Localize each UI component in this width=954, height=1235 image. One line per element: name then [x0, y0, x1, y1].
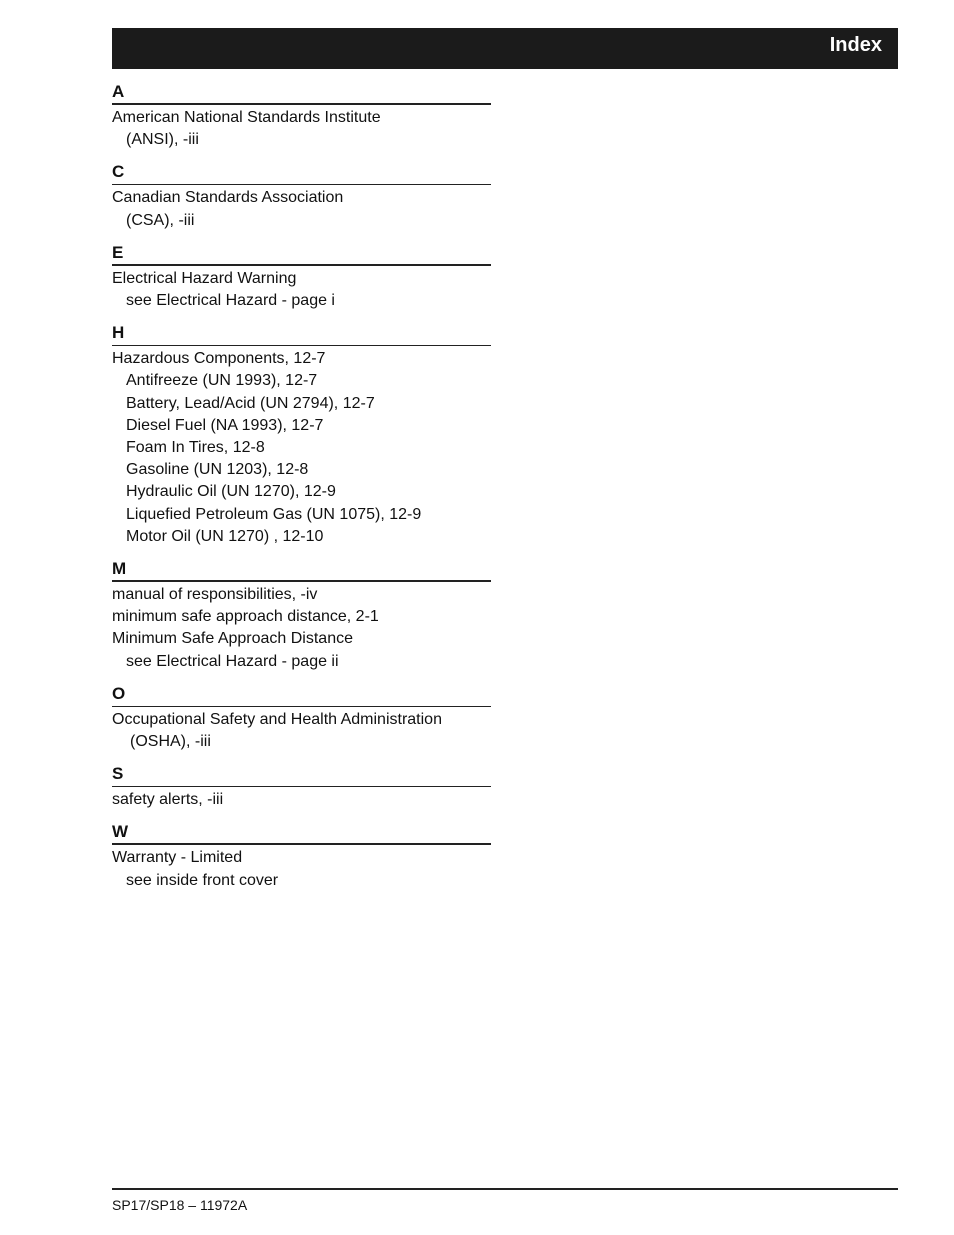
section-letter: W: [112, 822, 491, 845]
index-entry: Canadian Standards Association: [112, 189, 344, 207]
index-subentry: (CSA), -iii: [126, 211, 195, 229]
index-entry: American National Standards Institute: [112, 109, 381, 126]
index-subentry: Liquefied Petroleum Gas (UN 1075), 12-9: [126, 505, 422, 523]
footer-divider: [112, 1188, 898, 1190]
index-section-w: [112, 822, 491, 891]
section-letter: A: [112, 82, 491, 105]
index-subentry: Hydraulic Oil (UN 1270), 12-9: [126, 483, 336, 501]
index-entry: Occupational Safety and Health Administration: [112, 710, 442, 728]
section-letter: S: [112, 764, 491, 787]
index-entry: manual of responsibilities, -iv: [112, 586, 318, 604]
index-entry: Electrical Hazard Warning: [112, 269, 297, 287]
index-section-c: [112, 162, 491, 231]
index-column: [112, 82, 491, 903]
index-section-o: [112, 684, 491, 753]
index-header-bar: [112, 28, 898, 69]
index-entry: Minimum Safe Approach Distance: [112, 630, 353, 648]
index-section-e: [112, 243, 491, 312]
index-subentry: (OSHA), -iii: [130, 733, 211, 751]
index-subentry: see inside front cover: [126, 871, 279, 889]
index-subentry: Antifreeze (UN 1993), 12-7: [126, 372, 318, 390]
index-subentry: see Electrical Hazard - page ii: [126, 652, 339, 670]
index-subentry: Gasoline (UN 1203), 12-8: [126, 461, 309, 479]
footer-doc-id: SP17/SP18 – 11972A: [112, 1197, 248, 1213]
section-letter: C: [112, 162, 491, 185]
index-subentry: Diesel Fuel (NA 1993), 12-7: [126, 416, 324, 434]
section-letter: O: [112, 684, 491, 707]
section-letter: H: [112, 323, 491, 346]
index-section-m: [112, 559, 491, 673]
index-section-a: [112, 82, 491, 151]
index-entry: Warranty - Limited: [112, 849, 243, 867]
index-section-h: [112, 323, 491, 548]
index-subentry: Motor Oil (UN 1270) , 12-10: [126, 527, 324, 545]
index-section-s: [112, 764, 491, 811]
index-entry: minimum safe approach distance, 2-1: [112, 608, 379, 626]
index-entry: Hazardous Components, 12-7: [112, 350, 326, 368]
index-subentry: (ANSI), -iii: [126, 131, 199, 149]
index-subentry: see Electrical Hazard - page i: [126, 292, 335, 310]
section-letter: M: [112, 559, 491, 582]
index-subentry: Foam In Tires, 12-8: [126, 439, 265, 457]
index-entry: safety alerts, -iii: [112, 791, 224, 809]
page-title: Index: [829, 34, 882, 56]
section-letter: E: [112, 243, 491, 266]
index-subentry: Battery, Lead/Acid (UN 2794), 12-7: [126, 394, 375, 412]
